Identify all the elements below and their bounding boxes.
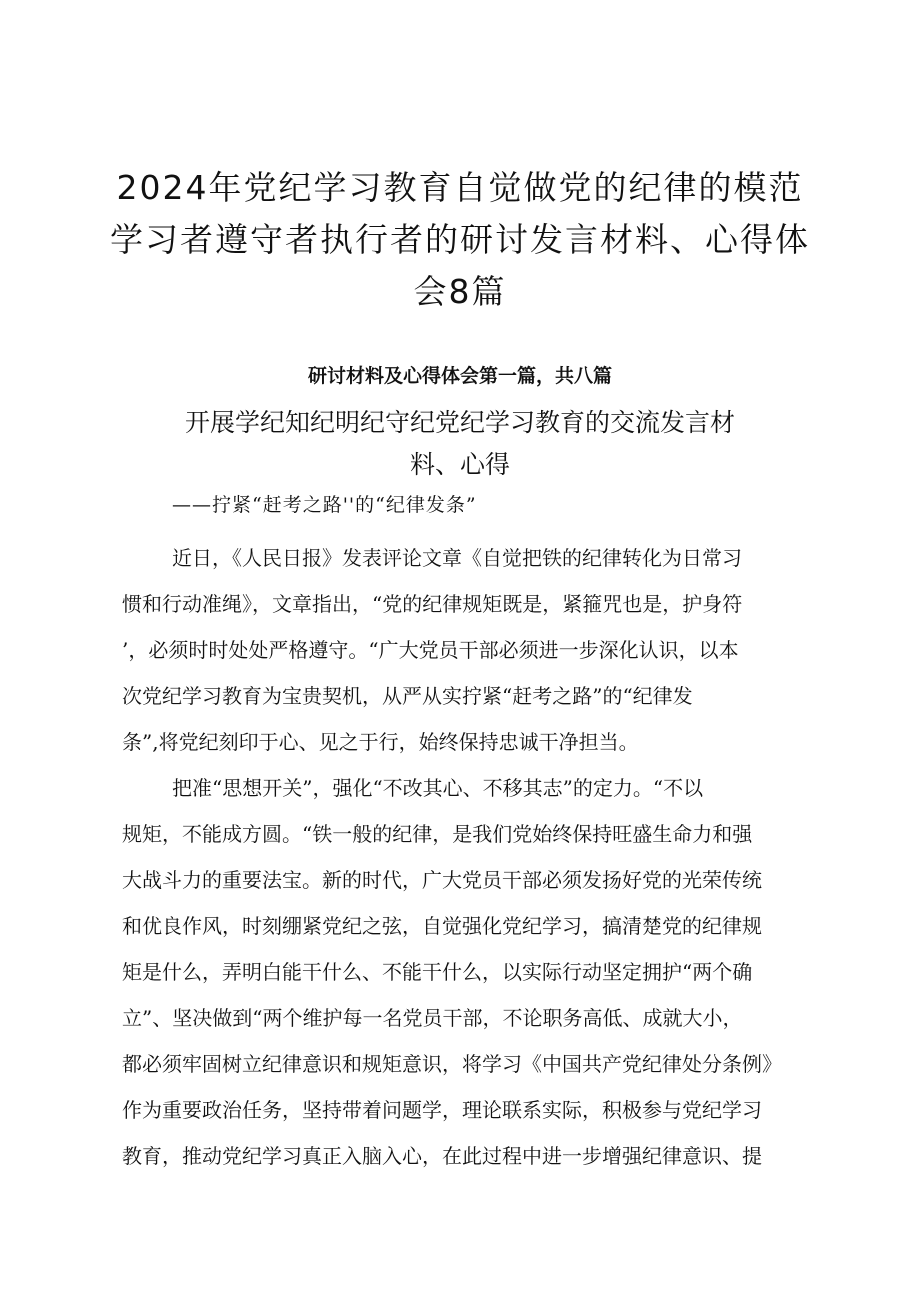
paragraph-line: 教育，推动党纪学习真正入脑入心，在此过程中进一步增强纪律意识、提 — [122, 1144, 762, 1168]
paragraph-line: 都必须牢固树立纪律意识和规矩意识，将学习《中国共产党纪律处分条例》 — [122, 1052, 782, 1076]
article-subtitle: ——拧紧“赶考之路''的“纪律发条” — [172, 494, 477, 516]
document-title — [110, 162, 810, 318]
paragraph — [122, 765, 812, 1179]
article-title — [150, 402, 770, 486]
paragraph-line: ’，必须时时处处严格遵守。“广大党员干部必须进一步深化认识，以本 — [122, 638, 739, 662]
document-title-line: 学习者遵守者执行者的研讨发言材料、心得体 — [110, 220, 810, 259]
section-label: 研讨材料及心得体会第一篇，共八篇 — [307, 365, 612, 387]
paragraph-line: 矩是什么，弄明白能干什么、不能干什么，以实际行动坚定拥护“两个确 — [122, 960, 753, 984]
article-title-line: 料、心得 — [409, 450, 510, 479]
article-body — [122, 535, 812, 1179]
paragraph-line: 惯和行动准绳》，文章指出，“党的纪律规矩既是，紧箍咒也是，护身符 — [122, 592, 743, 616]
paragraph-line: 大战斗力的重要法宝。新的时代，广大党员干部必须发扬好党的光荣传统 — [122, 868, 762, 892]
paragraph-line: 把准“思想开关”，强化“不改其心、不移其志”的定力。“不以 — [172, 776, 704, 800]
paragraph-line: 作为重要政治任务，坚持带着问题学，理论联系实际，积极参与党纪学习 — [122, 1098, 762, 1122]
paragraph-line: 立”、坚决做到“两个维护每一名党员干部，不论职务高低、成就大小， — [122, 1006, 743, 1030]
paragraph-line: 条”,将党纪刻印于心、见之于行，始终保持忠诚干净担当。 — [122, 730, 639, 754]
paragraph-line: 规矩，不能成方圆。“铁一般的纪律，是我们党始终保持旺盛生命力和强 — [122, 822, 753, 846]
document-title-line: 2024年党纪学习教育自觉做党的纪律的模范 — [116, 168, 804, 207]
paragraph — [122, 535, 812, 765]
paragraph-line: 近日，《人民日报》发表评论文章《自觉把铁的纪律转化为日常习 — [172, 546, 742, 570]
document-title-line: 会8篇 — [413, 272, 507, 311]
article-title-line: 开展学纪知纪明纪守纪党纪学习教育的交流发言材 — [184, 408, 735, 437]
paragraph-line: 次党纪学习教育为宝贵契机，从严从实拧紧“赶考之路”的“纪律发 — [122, 684, 693, 708]
paragraph-line: 和优良作风，时刻绷紧党纪之弦，自觉强化党纪学习，搞清楚党的纪律规 — [122, 914, 762, 938]
